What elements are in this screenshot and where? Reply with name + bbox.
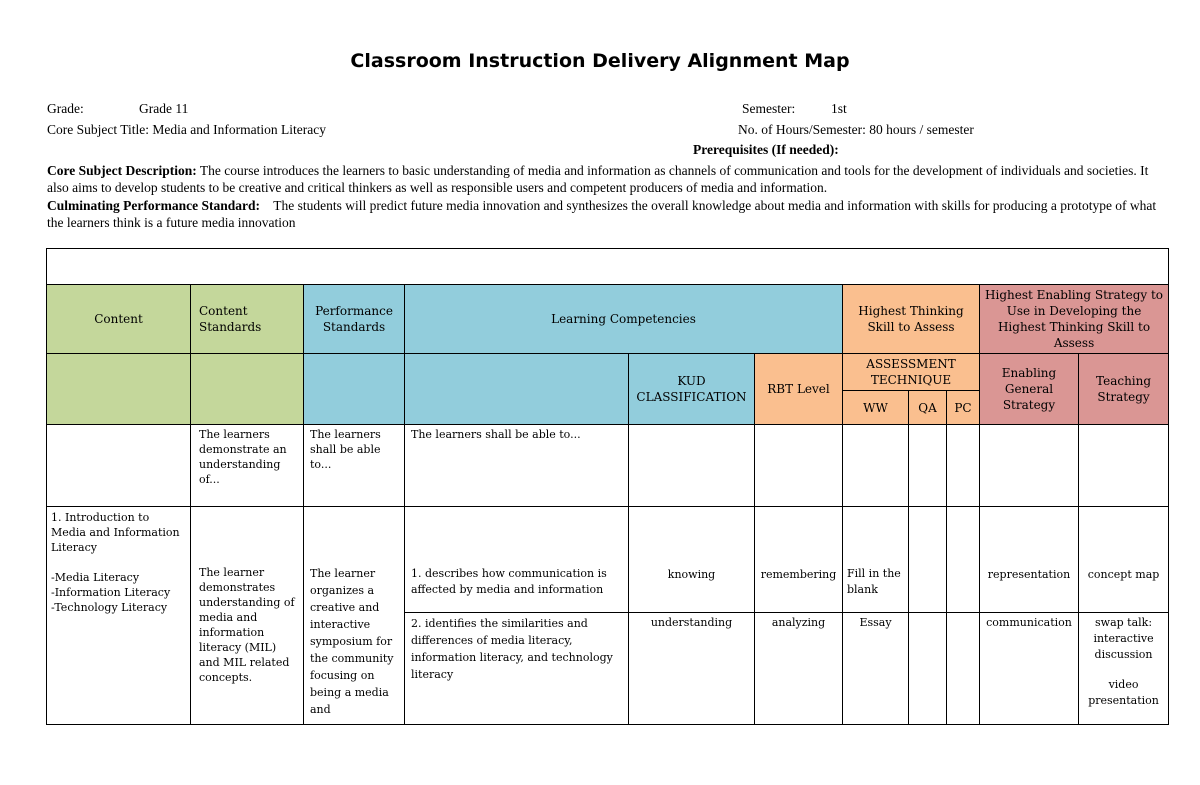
pc-2-empty (947, 613, 980, 725)
intro-kud-empty (629, 425, 755, 507)
header-content-standards: Content Standards (191, 285, 304, 354)
hours-per-semester: No. of Hours/Semester: 80 hours / semester (738, 122, 974, 137)
culminating-text: The students will predict future media innovation and synthesizes the overall knowledge about media and information with skills for producing a prototype of what the learners think is a future media innovation (47, 198, 1160, 230)
alignment-map-table (46, 248, 1169, 725)
intro-qa-empty (909, 425, 947, 507)
header-learning-competencies: Learning Competencies (405, 285, 843, 354)
header-ww: WW (843, 391, 909, 425)
culminating-standard (47, 197, 1167, 231)
rbt-2: analyzing (755, 613, 843, 725)
intro-rbt-empty (755, 425, 843, 507)
teaching-2-video: video presentation (1088, 678, 1159, 707)
subheader-content-empty (47, 354, 191, 425)
topic-item: -Information Literacy (51, 586, 171, 599)
teaching-1: concept map (1079, 507, 1169, 613)
intro-strategy-empty (980, 425, 1079, 507)
header-teaching-strategy: Teaching Strategy (1079, 354, 1169, 425)
qa-2-empty (909, 613, 947, 725)
intro-content-standards: The learners demonstrate an understanding of... (191, 425, 304, 507)
description-label: Core Subject Description: (47, 163, 197, 178)
grade-value: Grade 11 (139, 101, 189, 116)
header-highest-thinking-skill: Highest Thinking Skill to Assess (843, 285, 980, 354)
competency-2: 2. identifies the similarities and differences of media literacy, information literacy, and technology literacy (405, 613, 629, 725)
header-kud-classification: KUD CLASSIFICATION (629, 354, 755, 425)
grade-label: Grade: (47, 101, 84, 116)
intro-content-empty (47, 425, 191, 507)
subheader-performance-empty (304, 354, 405, 425)
topic-title: 1. Introduction to Media and Information Literacy (51, 511, 180, 554)
header-rbt-level: RBT Level (755, 354, 843, 425)
header-content: Content (47, 285, 191, 354)
header-qa: QA (909, 391, 947, 425)
prerequisites: Prerequisites (If needed): (693, 142, 839, 157)
topic-item: -Media Literacy (51, 571, 140, 584)
table-intro-row (47, 425, 1169, 507)
intro-ww-empty (843, 425, 909, 507)
strategy-2: communication (980, 613, 1079, 725)
blank-header-cell (47, 249, 1169, 285)
table-row (47, 507, 1169, 613)
header-performance-standards: Performance Standards (304, 285, 405, 354)
page-title: Classroom Instruction Delivery Alignment Map (350, 50, 850, 72)
core-subject-description (47, 162, 1167, 196)
topic-content (47, 507, 191, 725)
header-pc: PC (947, 391, 980, 425)
subject-title: Core Subject Title: Media and Information Literacy (47, 122, 326, 137)
semester-label: Semester: (742, 101, 796, 116)
header-assessment-technique: ASSESSMENT TECHNIQUE (843, 354, 980, 391)
header-highest-enabling-strategy: Highest Enabling Strategy to Use in Developing the Highest Thinking Skill to Assess (980, 285, 1169, 354)
topic-content-standard: The learner demonstrates understanding of media and information literacy (MIL) and MIL related concepts. (191, 507, 304, 725)
teaching-2-swap-talk: swap talk: interactive discussion (1093, 616, 1154, 661)
intro-pc-empty (947, 425, 980, 507)
subheader-content-standards-empty (191, 354, 304, 425)
competency-1: 1. describes how communication is affected by media and information (405, 507, 629, 613)
culminating-label: Culminating Performance Standard: (47, 198, 260, 213)
topic-item: -Technology Literacy (51, 601, 168, 614)
subheader-competencies-empty (405, 354, 629, 425)
teaching-2 (1079, 613, 1169, 725)
strategy-1: representation (980, 507, 1079, 613)
table-header-row (47, 285, 1169, 354)
table-subheader-row (47, 354, 1169, 391)
header-enabling-general-strategy: Enabling General Strategy (980, 354, 1079, 425)
kud-1: knowing (629, 507, 755, 613)
ww-2: Essay (843, 613, 909, 725)
qa-1-empty (909, 507, 947, 613)
intro-performance-standards: The learners shall be able to... (304, 425, 405, 507)
rbt-1: remembering (755, 507, 843, 613)
kud-2: understanding (629, 613, 755, 725)
intro-teaching-empty (1079, 425, 1169, 507)
semester-value: 1st (831, 101, 847, 116)
topic-performance-standard: The learner organizes a creative and interactive symposium for the community focusing on being a media and (304, 507, 405, 725)
intro-learning-competencies: The learners shall be able to... (405, 425, 629, 507)
pc-1-empty (947, 507, 980, 613)
ww-1: Fill in the blank (843, 507, 909, 613)
description-text: The course introduces the learners to basic understanding of media and information as channels of communication and tools for the development of individuals and societies. It also aims to develop students to be creative and critical thinkers as well as responsible users and competent producers of media and information. (47, 163, 1149, 195)
table-blank-row (47, 249, 1169, 285)
